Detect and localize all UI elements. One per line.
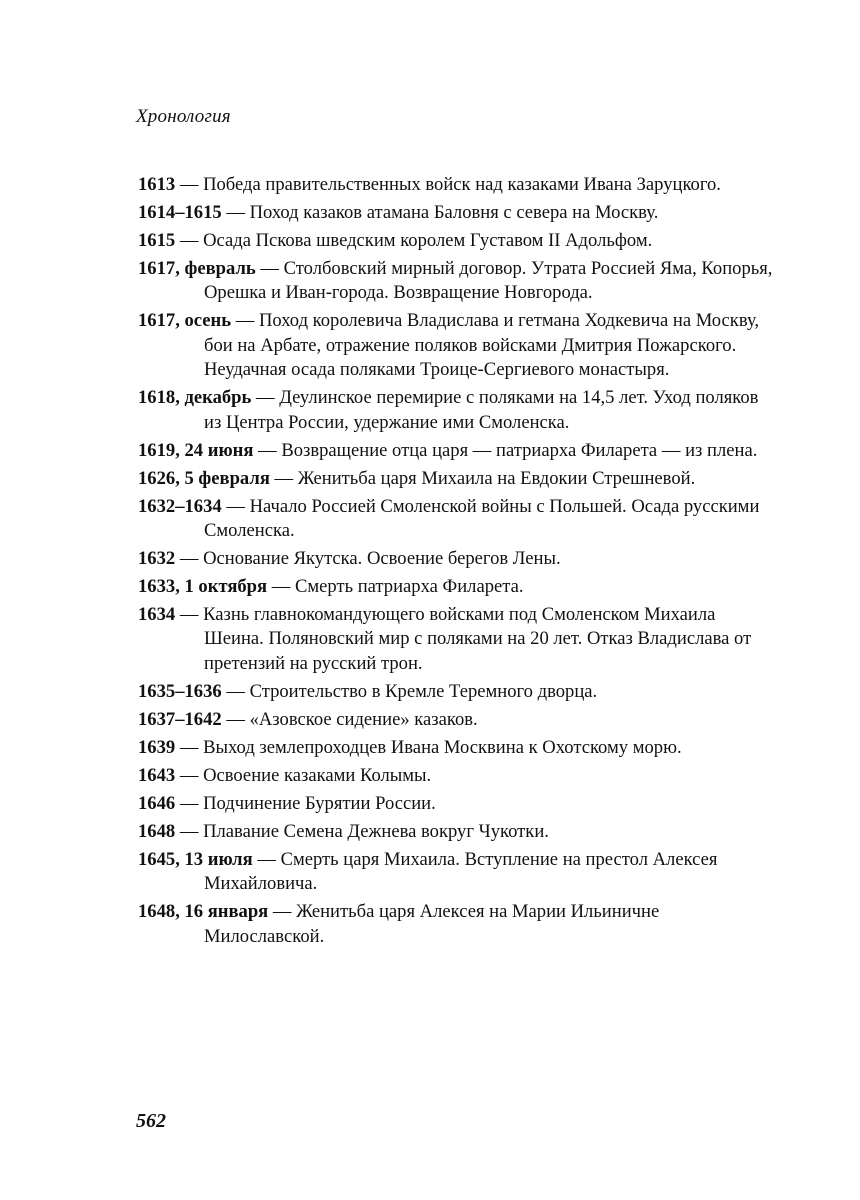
entry-text: «Азовское сидение» казаков. bbox=[249, 708, 478, 730]
running-head: Хронология bbox=[136, 106, 231, 127]
entry-text: Возвращение отца царя — патриарха Филарета — из плена. bbox=[281, 439, 758, 461]
entry-text: Женитьба царя Алексея на Марии Ильиничне Милославской. bbox=[204, 901, 660, 947]
chronology-entry: 1637–1642 — «Азовское сидение» казаков. bbox=[138, 708, 478, 730]
entry-date: 1633, 1 октября bbox=[138, 576, 268, 598]
entry-date: 1615 bbox=[138, 230, 176, 251]
entry-date: 1648, 16 января bbox=[138, 901, 269, 923]
entry-date: 1617, февраль bbox=[138, 258, 256, 279]
entry-text: Смерть патриарха Филарета. bbox=[294, 576, 524, 598]
chronology-entry: 1615 — Осада Пскова шведским королем Густавом II Адольфом. bbox=[138, 230, 653, 251]
chronology-entry: 1639 — Выход землепроходцев Ивана Москвина к Охотскому морю. bbox=[138, 736, 682, 758]
entry-date: 1637–1642 bbox=[138, 708, 222, 730]
chronology-entry: 1635–1636 — Строительство в Кремле Теремного дворца. bbox=[138, 680, 598, 702]
chronology-entry: 1617, февраль — Столбовский мирный договор. Утрата Россией Яма, Копорья, Орешка и Иван-города. Возвращение Новгорода. bbox=[138, 258, 773, 304]
entry-text: Строительство в Кремле Теремного дворца. bbox=[249, 680, 598, 702]
entry-date: 1645, 13 июля bbox=[138, 848, 253, 870]
chronology-entry: 1626, 5 февраля — Женитьба царя Михаила на Евдокии Стрешневой. bbox=[138, 467, 696, 489]
entry-text: Казнь главнокомандующего войсками под Смоленском Михаила Шеина. Поляновский мир с поляками на 20 лет. Отказ Владислава от претензий на русский трон. bbox=[203, 604, 752, 674]
entry-date: 1635–1636 bbox=[138, 680, 222, 702]
entry-text: Основание Якутска. Освоение берегов Лены. bbox=[203, 548, 561, 570]
chronology-entry: 1648 — Плавание Семена Дежнева вокруг Чукотки. bbox=[138, 820, 549, 842]
entry-text: Осада Пскова шведским королем Густавом II Адольфом. bbox=[203, 230, 653, 251]
entry-text: Выход землепроходцев Ивана Москвина к Охотскому морю. bbox=[203, 736, 682, 758]
entry-date: 1646 bbox=[138, 792, 176, 814]
entry-date: 1632 bbox=[138, 548, 176, 570]
entry-text: Плавание Семена Дежнева вокруг Чукотки. bbox=[203, 820, 549, 842]
entry-date: 1643 bbox=[138, 764, 176, 786]
chronology-entry: 1643 — Освоение казаками Колымы. bbox=[138, 764, 432, 786]
chronology-entry: 1632–1634 — Начало Россией Смоленской войны с Польшей. Осада русскими Смоленска. bbox=[138, 495, 760, 542]
entry-text: Победа правительственных войск над казаками Ивана Заруцкого. bbox=[203, 174, 721, 195]
chronology-entry: 1646 — Подчинение Бурятии России. bbox=[138, 792, 436, 814]
entry-date: 1619, 24 июня bbox=[138, 439, 254, 461]
entry-text: Женитьба царя Михаила на Евдокии Стрешневой. bbox=[297, 467, 696, 489]
chronology-entry: 1648, 16 января — Женитьба царя Алексея на Марии Ильиничне Милославской. bbox=[138, 901, 660, 947]
entry-text: Поход казаков атамана Баловня с севера на Москву. bbox=[249, 202, 659, 223]
entry-text: Смерть царя Михаила. Вступление на престол Алексея Михайловича. bbox=[204, 848, 718, 895]
entry-text: Освоение казаками Колымы. bbox=[203, 764, 432, 786]
entry-text: Начало Россией Смоленской войны с Польшей. Осада русскими Смоленска. bbox=[204, 495, 760, 542]
entry-date: 1626, 5 февраля bbox=[138, 467, 270, 489]
entry-date: 1639 bbox=[138, 736, 176, 758]
entry-date: 1648 bbox=[138, 820, 176, 842]
page-number: 562 bbox=[136, 1110, 166, 1132]
chronology-entry: 1618, декабрь — Деулинское перемирие с поляками на 14,5 лет. Уход поляков из Центра России, удержание ими Смоленска. bbox=[138, 387, 759, 433]
chronology-list bbox=[138, 173, 778, 953]
entry-date: 1618, декабрь bbox=[138, 387, 252, 409]
entry-text: Столбовский мирный договор. Утрата Россией Яма, Копорья, Орешка и Иван-города. Возвращение Новгорода. bbox=[204, 258, 773, 304]
entry-text: Поход королевича Владислава и гетмана Ходкевича на Москву, бои на Арбате, отражение поляков войсками Дмитрия Пожарского. Неудачная осада поляками Троице-Сергиевого монастыря. bbox=[204, 310, 760, 381]
chronology-entry: 1617, осень — Поход королевича Владислава и гетмана Ходкевича на Москву, бои на Арбате, отражение поляков войсками Дмитрия Пожарского. Неудачная осада поляками Троице-Сергиевого монастыря. bbox=[138, 310, 760, 381]
entry-text: Подчинение Бурятии России. bbox=[203, 792, 436, 814]
entry-date: 1632–1634 bbox=[138, 495, 222, 517]
chronology-entry: 1613 — Победа правительственных войск над казаками Ивана Заруцкого. bbox=[138, 174, 721, 195]
chronology-entry: 1633, 1 октября — Смерть патриарха Филарета. bbox=[138, 576, 524, 598]
entry-date: 1634 bbox=[138, 604, 176, 626]
entry-date: 1614–1615 bbox=[138, 202, 222, 223]
chronology-entry: 1634 — Казнь главнокомандующего войсками под Смоленском Михаила Шеина. Поляновский мир с поляками на 20 лет. Отказ Владислава от претензий на русский трон. bbox=[138, 604, 752, 674]
chronology-entry: 1614–1615 — Поход казаков атамана Баловня с севера на Москву. bbox=[138, 202, 659, 223]
entry-date: 1613 bbox=[138, 174, 176, 195]
entry-date: 1617, осень bbox=[138, 310, 232, 332]
chronology-entry: 1632 — Основание Якутска. Освоение берегов Лены. bbox=[138, 548, 561, 570]
chronology-entry: 1645, 13 июля — Смерть царя Михаила. Вступление на престол Алексея Михайловича. bbox=[138, 848, 718, 895]
chronology-entry: 1619, 24 июня — Возвращение отца царя — патриарха Филарета — из плена. bbox=[138, 439, 758, 461]
entry-text: Деулинское перемирие с поляками на 14,5 лет. Уход поляков из Центра России, удержание ими Смоленска. bbox=[204, 387, 759, 433]
